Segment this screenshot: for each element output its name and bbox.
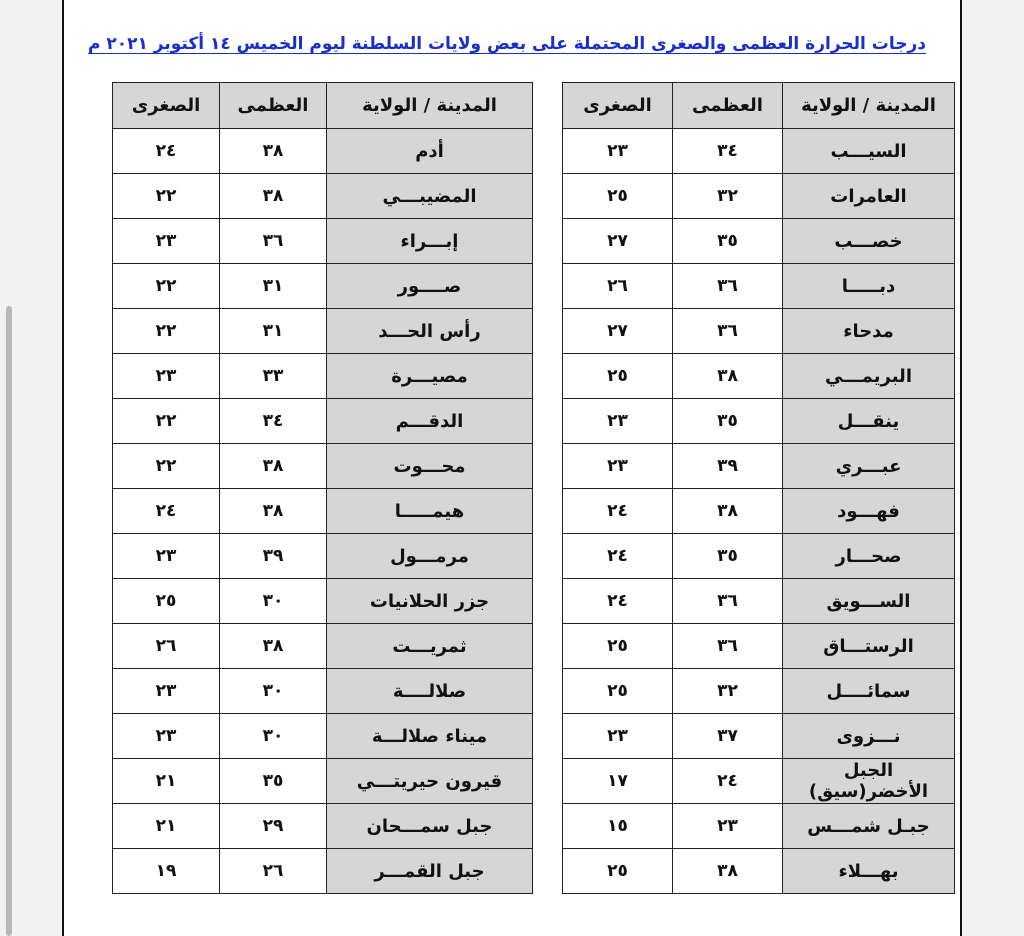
header-city: المدينة / الولاية: [327, 83, 533, 129]
min-temp-cell: ٢٥: [113, 579, 220, 624]
min-temp-cell: ٢٥: [563, 669, 673, 714]
city-cell: ينقـــل: [783, 399, 955, 444]
min-temp-cell: ٢٢: [113, 399, 220, 444]
table-row: [563, 444, 955, 489]
table-row: [563, 399, 955, 444]
max-temp-cell: ٢٩: [220, 804, 327, 849]
min-temp-cell: ٢١: [113, 804, 220, 849]
city-cell: هيمـــــا: [327, 489, 533, 534]
city-cell: العامرات: [783, 174, 955, 219]
city-cell: أدم: [327, 129, 533, 174]
city-cell: جبـل شمـــس: [783, 804, 955, 849]
min-temp-cell: ٢٢: [113, 174, 220, 219]
city-cell: فهـــود: [783, 489, 955, 534]
table-row: [563, 309, 955, 354]
max-temp-cell: ٣٧: [673, 714, 783, 759]
city-cell: صلالــــة: [327, 669, 533, 714]
table-row: [563, 129, 955, 174]
max-temp-cell: ٣٨: [673, 489, 783, 534]
min-temp-cell: ٢٧: [563, 219, 673, 264]
max-temp-cell: ٢٦: [220, 849, 327, 894]
max-temp-cell: ٣٨: [220, 624, 327, 669]
table-row: [113, 444, 533, 489]
min-temp-cell: ٢٣: [113, 354, 220, 399]
table-row: [113, 129, 533, 174]
min-temp-cell: ٢٢: [113, 309, 220, 354]
header-max: العظمى: [220, 83, 327, 129]
city-cell: جزر الحلانيات: [327, 579, 533, 624]
min-temp-cell: ٢٥: [563, 849, 673, 894]
table-row: [563, 264, 955, 309]
max-temp-cell: ٣٥: [673, 219, 783, 264]
max-temp-cell: ٣٤: [220, 399, 327, 444]
table-row: [563, 219, 955, 264]
city-cell: الجبل الأخضر(سيق): [783, 759, 955, 804]
city-cell: صــــور: [327, 264, 533, 309]
min-temp-cell: ٢٣: [563, 129, 673, 174]
min-temp-cell: ٢٥: [563, 354, 673, 399]
city-cell: السيـــب: [783, 129, 955, 174]
max-temp-cell: ٣٦: [673, 624, 783, 669]
max-temp-cell: ٣٢: [673, 174, 783, 219]
min-temp-cell: ٢٧: [563, 309, 673, 354]
city-cell: سمائــــل: [783, 669, 955, 714]
table-header-row: [113, 83, 533, 129]
max-temp-cell: ٣٩: [673, 444, 783, 489]
max-temp-cell: ٣١: [220, 264, 327, 309]
min-temp-cell: ٢٣: [113, 669, 220, 714]
max-temp-cell: ٢٤: [673, 759, 783, 804]
city-cell: إبـــراء: [327, 219, 533, 264]
min-temp-cell: ٢٤: [113, 129, 220, 174]
max-temp-cell: ٣٣: [220, 354, 327, 399]
page-title: درجات الحرارة العظمى والصغرى المحتملة على بعض ولايات السلطنة ليوم الخميس ١٤ أكتوبر ٢٠٢١ م: [87, 34, 926, 54]
max-temp-cell: ٣٦: [220, 219, 327, 264]
min-temp-cell: ٢٣: [113, 534, 220, 579]
max-temp-cell: ٣٠: [220, 669, 327, 714]
max-temp-cell: ٣٠: [220, 579, 327, 624]
max-temp-cell: ٣٠: [220, 714, 327, 759]
max-temp-cell: ٣٦: [673, 264, 783, 309]
max-temp-cell: ٣١: [220, 309, 327, 354]
min-temp-cell: ٢٤: [563, 579, 673, 624]
max-temp-cell: ٣٩: [220, 534, 327, 579]
max-temp-cell: ٣٨: [220, 489, 327, 534]
max-temp-cell: ٣٥: [673, 399, 783, 444]
city-cell: البريمـــي: [783, 354, 955, 399]
city-cell: ميناء صلالـــة: [327, 714, 533, 759]
header-min: الصغرى: [563, 83, 673, 129]
min-temp-cell: ٢٦: [113, 624, 220, 669]
city-cell: الدقـــم: [327, 399, 533, 444]
max-temp-cell: ٣٨: [673, 849, 783, 894]
min-temp-cell: ٢٣: [113, 219, 220, 264]
table-row: [563, 534, 955, 579]
city-cell: محـــوت: [327, 444, 533, 489]
table-row: [563, 174, 955, 219]
table-row: [113, 624, 533, 669]
city-cell: جبل سمـــحان: [327, 804, 533, 849]
city-cell: دبـــــا: [783, 264, 955, 309]
temperature-table-left: [112, 82, 533, 894]
table-row: [563, 624, 955, 669]
min-temp-cell: ٢٤: [563, 534, 673, 579]
table-row: [563, 714, 955, 759]
table-row: [563, 849, 955, 894]
city-cell: مرمـــول: [327, 534, 533, 579]
scrollbar-thumb[interactable]: [6, 306, 12, 936]
temperature-table-right: [562, 82, 955, 894]
table-row: [113, 579, 533, 624]
max-temp-cell: ٣٨: [220, 444, 327, 489]
table-row: [563, 804, 955, 849]
table-row: [563, 669, 955, 714]
table-row: [113, 534, 533, 579]
city-cell: مدحاء: [783, 309, 955, 354]
max-temp-cell: ٣٦: [673, 309, 783, 354]
table-row: [563, 354, 955, 399]
max-temp-cell: ٣٨: [220, 129, 327, 174]
min-temp-cell: ٢٣: [113, 714, 220, 759]
city-cell: قيرون حيريتـــي: [327, 759, 533, 804]
city-cell: نـــزوى: [783, 714, 955, 759]
table-row: [113, 759, 533, 804]
city-cell: ثمريـــت: [327, 624, 533, 669]
min-temp-cell: ١٩: [113, 849, 220, 894]
max-temp-cell: ٣٥: [673, 534, 783, 579]
min-temp-cell: ٢٢: [113, 264, 220, 309]
max-temp-cell: ٣٢: [673, 669, 783, 714]
header-max: العظمى: [673, 83, 783, 129]
table-row: [113, 219, 533, 264]
city-cell: الســـويق: [783, 579, 955, 624]
header-city: المدينة / الولاية: [783, 83, 955, 129]
min-temp-cell: ٢٥: [563, 174, 673, 219]
table-row: [113, 309, 533, 354]
table-row: [563, 489, 955, 534]
max-temp-cell: ٣٤: [673, 129, 783, 174]
table-row: [113, 669, 533, 714]
max-temp-cell: ٣٨: [220, 174, 327, 219]
city-cell: الرستـــاق: [783, 624, 955, 669]
city-cell: رأس الحـــد: [327, 309, 533, 354]
table-row: [563, 579, 955, 624]
table-row: [113, 489, 533, 534]
table-row: [113, 264, 533, 309]
min-temp-cell: ٢٦: [563, 264, 673, 309]
min-temp-cell: ٢٢: [113, 444, 220, 489]
table-row: [113, 399, 533, 444]
header-min: الصغرى: [113, 83, 220, 129]
table-row: [113, 714, 533, 759]
table-row: [563, 759, 955, 804]
city-cell: خصـــب: [783, 219, 955, 264]
city-cell: مصيـــرة: [327, 354, 533, 399]
table-row: [113, 174, 533, 219]
max-temp-cell: ٣٨: [673, 354, 783, 399]
min-temp-cell: ١٥: [563, 804, 673, 849]
max-temp-cell: ٢٣: [673, 804, 783, 849]
table-row: [113, 804, 533, 849]
min-temp-cell: ٢٥: [563, 624, 673, 669]
max-temp-cell: ٣٦: [673, 579, 783, 624]
min-temp-cell: ١٧: [563, 759, 673, 804]
table-row: [113, 354, 533, 399]
min-temp-cell: ٢٣: [563, 714, 673, 759]
city-cell: جبل القمـــر: [327, 849, 533, 894]
table-row: [113, 849, 533, 894]
min-temp-cell: ٢١: [113, 759, 220, 804]
min-temp-cell: ٢٣: [563, 399, 673, 444]
min-temp-cell: ٢٤: [113, 489, 220, 534]
min-temp-cell: ٢٣: [563, 444, 673, 489]
city-cell: عبـــري: [783, 444, 955, 489]
city-cell: المضيبـــي: [327, 174, 533, 219]
city-cell: صحـــار: [783, 534, 955, 579]
max-temp-cell: ٣٥: [220, 759, 327, 804]
table-header-row: [563, 83, 955, 129]
min-temp-cell: ٢٤: [563, 489, 673, 534]
city-cell: بهـــلاء: [783, 849, 955, 894]
